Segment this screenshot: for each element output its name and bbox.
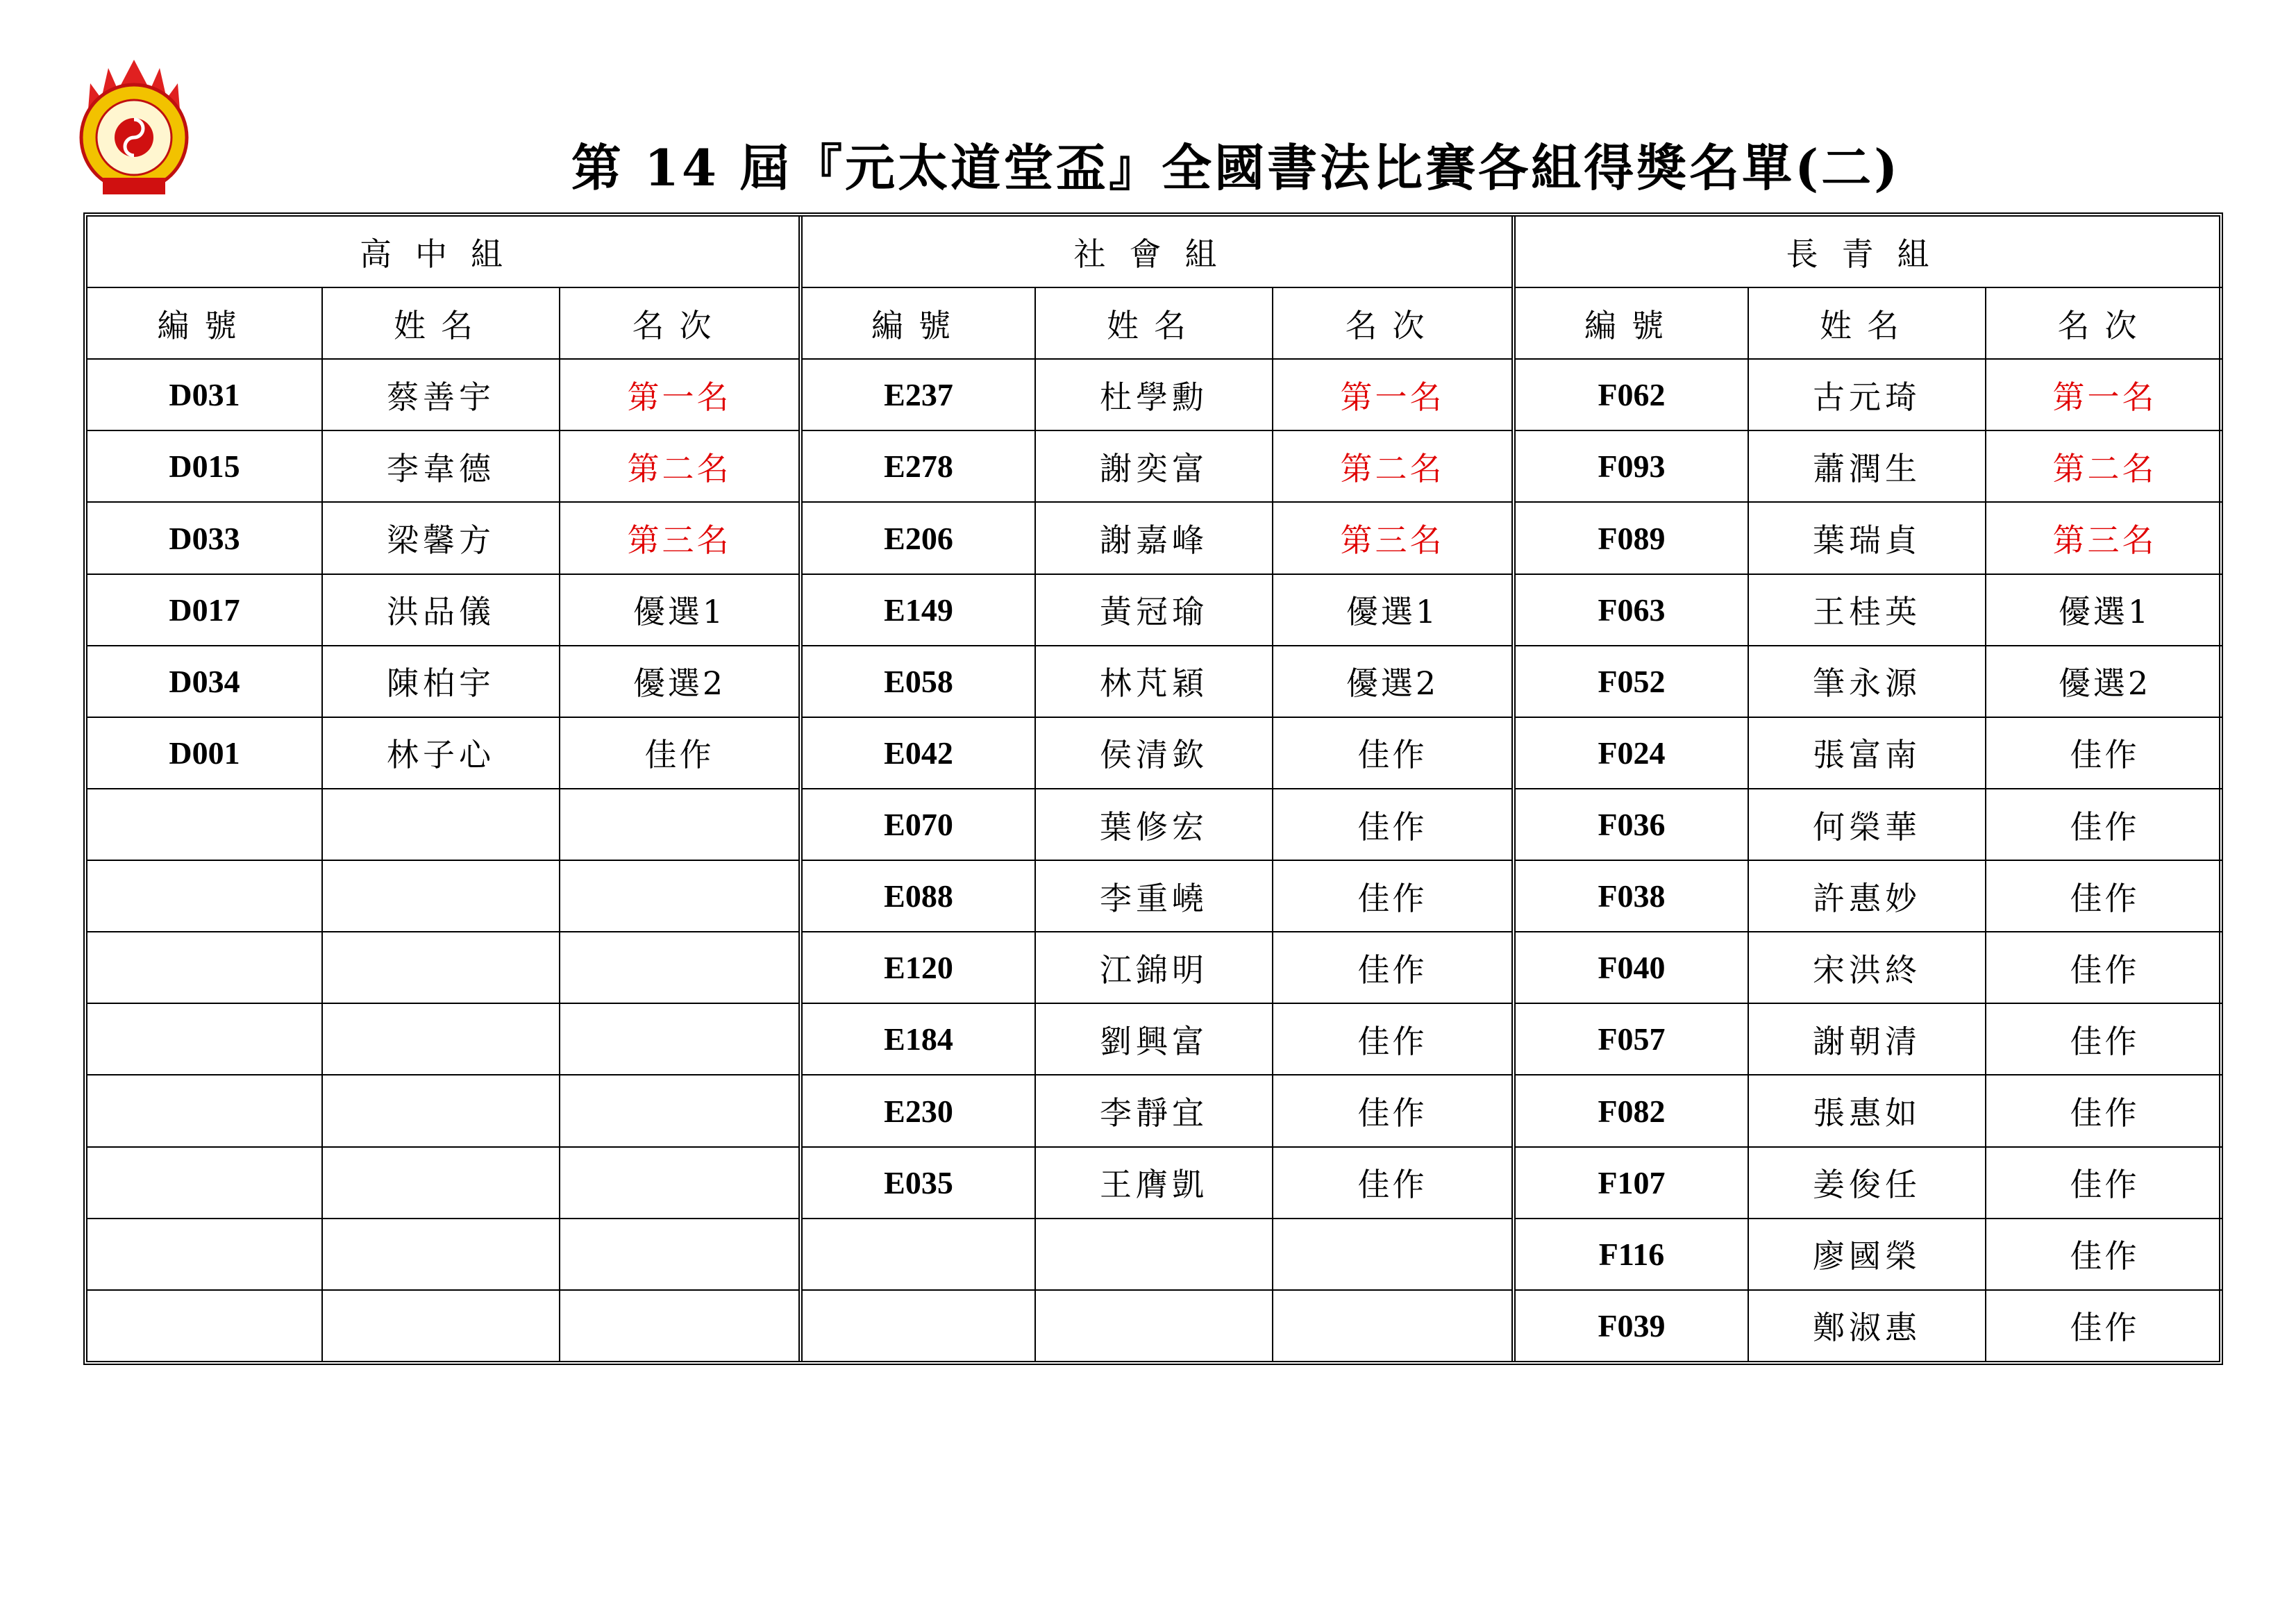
entrant-name: 林芃穎: [1035, 646, 1273, 717]
award-rank: [560, 860, 798, 932]
entrant-name: 王膺凱: [1035, 1147, 1273, 1219]
column-header-id: 編號: [87, 287, 322, 359]
entrant-name: 何榮華: [1748, 789, 1986, 860]
entrant-name: 鄭淑惠: [1748, 1290, 1986, 1361]
entry-id: [87, 1003, 322, 1075]
entry-id: [87, 1147, 322, 1219]
entrant-name: [322, 860, 560, 932]
table-row: [1514, 932, 2223, 1003]
entrant-name: 陳柏宇: [322, 646, 560, 717]
award-rank: 佳作: [1986, 1290, 2223, 1361]
table-row: [1514, 860, 2223, 932]
entry-id: E042: [801, 717, 1035, 789]
table-row: [87, 717, 798, 789]
entrant-name: 蕭潤生: [1748, 430, 1986, 502]
table-row: [801, 932, 1511, 1003]
award-rank: [1273, 1219, 1511, 1290]
table-row: [1514, 502, 2223, 574]
table-row: [801, 789, 1511, 860]
award-rank: 佳作: [1273, 1003, 1511, 1075]
entrant-name: 黃冠瑜: [1035, 574, 1273, 646]
entry-id: E058: [801, 646, 1035, 717]
award-rank: 佳作: [1986, 860, 2223, 932]
table-row: [1514, 789, 2223, 860]
entrant-name: 江錦明: [1035, 932, 1273, 1003]
entry-id: F039: [1514, 1290, 1748, 1361]
award-rank: 佳作: [1986, 717, 2223, 789]
entrant-name: [322, 1290, 560, 1361]
entry-id: D034: [87, 646, 322, 717]
entry-id: E206: [801, 502, 1035, 574]
award-rank: 第三名: [1986, 502, 2223, 574]
entrant-name: 劉興富: [1035, 1003, 1273, 1075]
entry-id: F107: [1514, 1147, 1748, 1219]
table-row: [87, 1147, 798, 1219]
award-rank: 佳作: [1273, 860, 1511, 932]
table-row: [1514, 717, 2223, 789]
table-row: [801, 430, 1511, 502]
entrant-name: 謝嘉峰: [1035, 502, 1273, 574]
award-rank: 優選1: [560, 574, 798, 646]
award-rank: 佳作: [1273, 789, 1511, 860]
entry-id: E278: [801, 430, 1035, 502]
entrant-name: 葉修宏: [1035, 789, 1273, 860]
entry-id: [87, 1290, 322, 1361]
column-header-name: 姓名: [322, 287, 560, 359]
entry-id: F116: [1514, 1219, 1748, 1290]
entrant-name: [322, 1075, 560, 1146]
entrant-name: 李韋德: [322, 430, 560, 502]
entry-id: F036: [1514, 789, 1748, 860]
award-rank: 第二名: [1986, 430, 2223, 502]
column-header-rank: 名次: [1986, 287, 2223, 359]
table-row: [87, 430, 798, 502]
table-row: [87, 932, 798, 1003]
entrant-name: 宋洪終: [1748, 932, 1986, 1003]
table-row: [801, 502, 1511, 574]
temple-emblem-icon: [75, 56, 193, 201]
award-rank: 佳作: [1273, 717, 1511, 789]
entry-id: [801, 1219, 1035, 1290]
entrant-name: [1035, 1219, 1273, 1290]
award-rank: 第一名: [560, 359, 798, 430]
group-table-senior: [1511, 217, 2223, 1361]
table-row: [801, 574, 1511, 646]
entry-id: F063: [1514, 574, 1748, 646]
entry-id: D015: [87, 430, 322, 502]
table-row: [87, 646, 798, 717]
entry-id: E088: [801, 860, 1035, 932]
table-row: [1514, 1290, 2223, 1361]
award-rank: 第二名: [1273, 430, 1511, 502]
award-rank: 佳作: [1986, 1219, 2223, 1290]
entrant-name: 張富南: [1748, 717, 1986, 789]
column-header-id: 編號: [801, 287, 1035, 359]
entry-id: F057: [1514, 1003, 1748, 1075]
entrant-name: [322, 1003, 560, 1075]
entry-id: [87, 860, 322, 932]
award-rank: [560, 1147, 798, 1219]
table-row: [1514, 574, 2223, 646]
entry-id: E035: [801, 1147, 1035, 1219]
column-header-rank: 名次: [560, 287, 798, 359]
table-row: [801, 359, 1511, 430]
entry-id: F052: [1514, 646, 1748, 717]
entry-id: F093: [1514, 430, 1748, 502]
entrant-name: 張惠如: [1748, 1075, 1986, 1146]
column-header-name: 姓名: [1035, 287, 1273, 359]
table-row: [1514, 1075, 2223, 1146]
entry-id: [87, 1219, 322, 1290]
column-header-rank: 名次: [1273, 287, 1511, 359]
entry-id: D017: [87, 574, 322, 646]
award-rank: 第一名: [1986, 359, 2223, 430]
entry-id: D033: [87, 502, 322, 574]
award-rank: 佳作: [560, 717, 798, 789]
entrant-name: 古元琦: [1748, 359, 1986, 430]
table-row: [87, 1219, 798, 1290]
award-rank: 佳作: [1986, 1003, 2223, 1075]
entry-id: E149: [801, 574, 1035, 646]
award-rank: 優選2: [1986, 646, 2223, 717]
table-row: [87, 574, 798, 646]
award-rank: 佳作: [1986, 1075, 2223, 1146]
table-row: [1514, 1003, 2223, 1075]
entry-id: F062: [1514, 359, 1748, 430]
entry-id: F082: [1514, 1075, 1748, 1146]
award-rank: 佳作: [1273, 932, 1511, 1003]
table-row: [87, 789, 798, 860]
award-rank: 第三名: [1273, 502, 1511, 574]
entrant-name: 王桂英: [1748, 574, 1986, 646]
table-row: [801, 1290, 1511, 1361]
entry-id: E230: [801, 1075, 1035, 1146]
column-header-name: 姓名: [1748, 287, 1986, 359]
table-row: [801, 717, 1511, 789]
entrant-name: 謝朝清: [1748, 1003, 1986, 1075]
table-row: [1514, 1219, 2223, 1290]
group-header: 社會組: [801, 217, 1511, 287]
entrant-name: [322, 1219, 560, 1290]
award-rank: [560, 1075, 798, 1146]
page-title: 第 14 屆『元太道堂盃』全國書法比賽各組得獎名單(二): [571, 138, 1901, 197]
award-rank: 佳作: [1273, 1075, 1511, 1146]
award-rank: 優選2: [1273, 646, 1511, 717]
entry-id: E070: [801, 789, 1035, 860]
table-row: [801, 1075, 1511, 1146]
entrant-name: 林子心: [322, 717, 560, 789]
group-header: 長青組: [1514, 217, 2223, 287]
column-header-id: 編號: [1514, 287, 1748, 359]
table-row: [801, 860, 1511, 932]
table-row: [87, 1290, 798, 1361]
entry-id: D001: [87, 717, 322, 789]
group-table-society: [798, 217, 1511, 1361]
award-tables: [83, 212, 2223, 1365]
award-rank: 佳作: [1986, 789, 2223, 860]
table-row: [801, 1147, 1511, 1219]
award-rank: [560, 932, 798, 1003]
award-rank: 優選2: [560, 646, 798, 717]
award-rank: 優選1: [1273, 574, 1511, 646]
award-rank: [560, 1219, 798, 1290]
entry-id: [87, 789, 322, 860]
entrant-name: 廖國榮: [1748, 1219, 1986, 1290]
entrant-name: 謝奕富: [1035, 430, 1273, 502]
table-row: [87, 860, 798, 932]
entrant-name: 梁馨方: [322, 502, 560, 574]
entry-id: E120: [801, 932, 1035, 1003]
entry-id: D031: [87, 359, 322, 430]
entrant-name: 蔡善宇: [322, 359, 560, 430]
entry-id: [87, 932, 322, 1003]
group-table-high-school: [87, 217, 798, 1361]
entrant-name: 杜學勳: [1035, 359, 1273, 430]
table-row: [87, 502, 798, 574]
table-row: [1514, 646, 2223, 717]
table-row: [801, 1219, 1511, 1290]
table-row: [1514, 1147, 2223, 1219]
entrant-name: 侯清欽: [1035, 717, 1273, 789]
award-rank: 優選1: [1986, 574, 2223, 646]
award-rank: 第三名: [560, 502, 798, 574]
table-row: [801, 1003, 1511, 1075]
group-header: 高中組: [87, 217, 798, 287]
award-rank: [560, 1290, 798, 1361]
entrant-name: 筆永源: [1748, 646, 1986, 717]
table-row: [1514, 359, 2223, 430]
award-rank: 佳作: [1986, 932, 2223, 1003]
entrant-name: 李靜宜: [1035, 1075, 1273, 1146]
entrant-name: 李重嶢: [1035, 860, 1273, 932]
entry-id: [87, 1075, 322, 1146]
award-rank: [560, 1003, 798, 1075]
entrant-name: 許惠妙: [1748, 860, 1986, 932]
entrant-name: [322, 932, 560, 1003]
entry-id: F038: [1514, 860, 1748, 932]
entrant-name: [322, 789, 560, 860]
award-rank: 第二名: [560, 430, 798, 502]
award-rank: 第一名: [1273, 359, 1511, 430]
entrant-name: 洪品儀: [322, 574, 560, 646]
entry-id: F024: [1514, 717, 1748, 789]
entry-id: [801, 1290, 1035, 1361]
table-row: [87, 1075, 798, 1146]
table-row: [87, 1003, 798, 1075]
entry-id: F040: [1514, 932, 1748, 1003]
entry-id: F089: [1514, 502, 1748, 574]
entrant-name: 姜俊任: [1748, 1147, 1986, 1219]
award-rank: 佳作: [1273, 1147, 1511, 1219]
entrant-name: [1035, 1290, 1273, 1361]
entry-id: E184: [801, 1003, 1035, 1075]
entry-id: E237: [801, 359, 1035, 430]
entrant-name: 葉瑞貞: [1748, 502, 1986, 574]
table-row: [1514, 430, 2223, 502]
award-rank: 佳作: [1986, 1147, 2223, 1219]
table-row: [801, 646, 1511, 717]
table-row: [87, 359, 798, 430]
award-rank: [1273, 1290, 1511, 1361]
award-rank: [560, 789, 798, 860]
entrant-name: [322, 1147, 560, 1219]
